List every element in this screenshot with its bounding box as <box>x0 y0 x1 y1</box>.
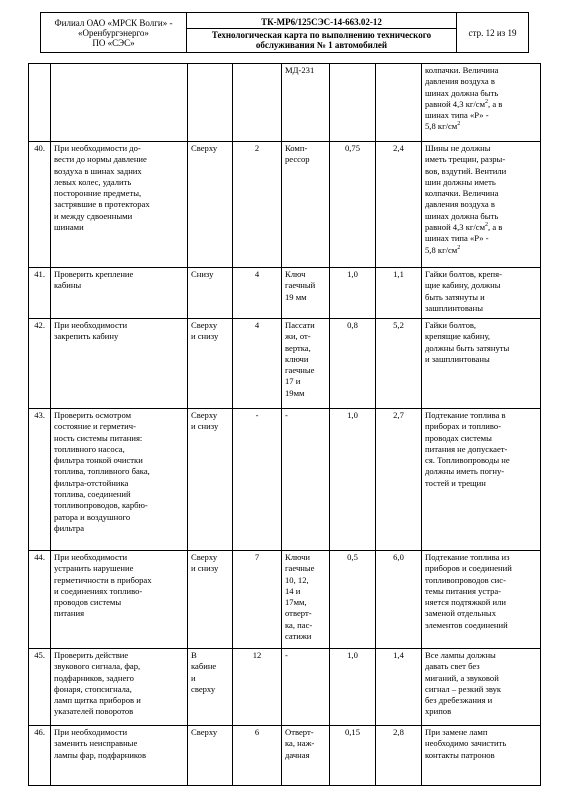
time-norm: 2,7 <box>376 409 422 551</box>
time-norm: 6,0 <box>376 551 422 649</box>
technical-requirements <box>422 726 541 786</box>
time-norm: 5,2 <box>376 319 422 409</box>
requirement-line: давления воздуха в <box>425 76 495 87</box>
tool-line: ка, наж- <box>285 738 315 749</box>
tool-line: гаечный <box>285 280 316 291</box>
tool-line: 19мм <box>285 387 305 398</box>
technical-requirements <box>422 268 541 319</box>
operation-number: 45. <box>29 649 51 726</box>
work-location-line: сверху <box>191 683 216 694</box>
requirement-line: Все лампы должны <box>425 650 496 660</box>
technical-requirements <box>422 319 541 409</box>
requirement-line: шинах должна быть <box>425 87 499 98</box>
operation-line: и между сдвоенными <box>54 210 133 221</box>
technical-requirements <box>422 409 541 551</box>
work-location-line: и снизу <box>191 331 219 342</box>
work-location <box>188 64 233 142</box>
document-title-line: обслуживания № 1 автомобилей <box>255 39 388 50</box>
requirement-line: ся. Топливопроводы не <box>425 455 510 466</box>
table-row <box>29 409 541 551</box>
organization-line: ПО «СЭС» <box>92 37 135 48</box>
operation-number: 46. <box>29 726 51 786</box>
requirement-line: темы питания устра- <box>425 585 502 596</box>
operation-description <box>51 319 188 409</box>
requirement-line: 5,8 $кг/см^2$ <box>425 244 461 255</box>
operation-line: фильтра <box>54 522 85 533</box>
table-row <box>29 319 541 409</box>
operation-line: и соединениях топливо- <box>54 585 143 596</box>
tool-line: Комп- <box>285 143 308 153</box>
requirement-line: равной 4,3 $кг/см^2$, а в <box>425 98 503 109</box>
requirement-line: шинах типа «Р» - <box>425 233 489 244</box>
operation-line: проводов системы <box>54 597 122 608</box>
time-norm: 1,4 <box>376 649 422 726</box>
table-row <box>29 268 541 319</box>
labor-norm: 1,0 <box>330 268 376 319</box>
tool-line: Отверт- <box>285 727 314 737</box>
tool-line: дачная <box>285 749 310 760</box>
requirement-line: контакты патронов <box>425 749 495 760</box>
tool-line: МД-231 <box>285 65 315 75</box>
requirement-line: няется подтяжкой или <box>425 597 506 608</box>
work-location-line: Сверху <box>191 143 218 153</box>
requirement-line: топливопроводов сис- <box>425 574 506 585</box>
requirement-line: должны иметь погну- <box>425 466 505 477</box>
requirement-line: питания не допускает- <box>425 443 508 454</box>
requirement-line: шинах типа «Р» - <box>425 110 489 121</box>
tool-line: гаечные <box>285 365 315 376</box>
operation-line: шинами <box>54 222 84 233</box>
requirement-line: без дребезжания и <box>425 695 493 706</box>
operation-description <box>51 726 188 786</box>
requirement-line: колпачки. Величина <box>425 65 499 75</box>
work-location <box>188 142 233 268</box>
requirement-line: приборах и топливо- <box>425 421 502 432</box>
work-location-line: В <box>191 650 197 660</box>
operation-line: Проверить действие <box>54 650 129 660</box>
operation-number: 44. <box>29 551 51 649</box>
time-norm <box>376 64 422 142</box>
operation-description <box>51 551 188 649</box>
requirement-line: сигнал – резкий звук <box>425 683 502 694</box>
tool-line: сатижи <box>285 631 312 642</box>
document-code: ТК-МР6/125СЭС-14-663.02-12 <box>187 15 456 29</box>
operation-description <box>51 649 188 726</box>
operation-line: герметичности в приборах <box>54 574 152 585</box>
operation-description <box>51 268 188 319</box>
work-location <box>188 649 233 726</box>
tool-line: отверт- <box>285 608 312 619</box>
requirement-line: Подтекание топлива в <box>425 410 506 420</box>
work-location <box>188 409 233 551</box>
operation-line: Проверить осмотром <box>54 410 132 420</box>
work-location-line: и снизу <box>191 421 219 432</box>
worker-count: 4 <box>233 319 282 409</box>
tool-line: ключи <box>285 353 309 364</box>
worker-count: 6 <box>233 726 282 786</box>
tool-line: 14 и <box>285 585 301 596</box>
worker-count: 12 <box>233 649 282 726</box>
operation-line: топлива, соединений <box>54 489 131 500</box>
requirement-line: вов, вздутий. Вентили <box>425 165 507 176</box>
tool-line: 17 и <box>285 376 301 387</box>
operation-description <box>51 142 188 268</box>
table-row <box>29 551 541 649</box>
time-norm: 2,8 <box>376 726 422 786</box>
time-norm: 1,1 <box>376 268 422 319</box>
document-title-line: Технологическая карта по выполнению технического <box>211 29 432 40</box>
requirement-line: необходимо зачистить <box>425 738 507 749</box>
requirement-line: Гайки болтов, <box>425 320 477 330</box>
document-info <box>187 13 457 53</box>
tool-line: Ключи <box>285 552 311 562</box>
tool-line: Пассати <box>285 320 315 330</box>
organization-line: Филиал ОАО «МРСК Волги» - <box>54 17 173 28</box>
requirement-line: быть затянуты и <box>425 291 485 302</box>
requirement-line: шин должны иметь <box>425 176 496 187</box>
requirement-line: тостей и трещин <box>425 477 486 488</box>
operations-table-body <box>29 64 541 786</box>
technical-requirements <box>422 551 541 649</box>
tool-line: 10, 12, <box>285 574 309 585</box>
requirement-line: Подтекание топлива из <box>425 552 510 562</box>
worker-count: 7 <box>233 551 282 649</box>
operation-line: питания <box>54 608 85 619</box>
tools-list <box>282 319 330 409</box>
work-location <box>188 319 233 409</box>
tool-line: 19 мм <box>285 291 307 302</box>
work-location-line: Сверху <box>191 410 218 420</box>
page-number: стр. 12 из 19 <box>457 13 529 53</box>
operation-line: вести до нормы давление <box>54 154 147 165</box>
operation-line: При необходимости до- <box>54 143 141 153</box>
operation-line: фильтра-отстойника <box>54 477 129 488</box>
operation-line: При необходимости <box>54 552 128 562</box>
work-location <box>188 268 233 319</box>
labor-norm: 0,8 <box>330 319 376 409</box>
operation-number: 41. <box>29 268 51 319</box>
tools-list <box>282 268 330 319</box>
operation-line: топливопроводов, карбю- <box>54 500 148 511</box>
requirement-line: При замене ламп <box>425 727 488 737</box>
labor-norm: 0,75 <box>330 142 376 268</box>
operation-line: Проверить крепление <box>54 269 134 279</box>
tool-line: - <box>285 410 288 420</box>
technical-requirements <box>422 142 541 268</box>
operation-line: подфарников, заднего <box>54 672 134 683</box>
operations-table <box>28 63 541 786</box>
operation-line: фильтра тонкой очистки <box>54 455 143 466</box>
operation-line: левых колес, удалить <box>54 176 132 187</box>
worker-count: 2 <box>233 142 282 268</box>
operation-number <box>29 64 51 142</box>
requirement-line: заменой отдельных <box>425 608 496 619</box>
work-location-line: и <box>191 672 196 683</box>
requirement-line: 5,8 $кг/см^2$ <box>425 121 461 132</box>
technical-requirements <box>422 64 541 142</box>
requirement-line: элементов соединений <box>425 619 508 630</box>
requirement-line: Шины не должны <box>425 143 491 153</box>
table-row <box>29 726 541 786</box>
requirement-line: шинах должна быть <box>425 210 499 221</box>
operation-number: 43. <box>29 409 51 551</box>
requirement-line: миганий, а звуковой <box>425 672 499 683</box>
tool-line: - <box>285 650 288 660</box>
requirement-line: крепящие кабину, <box>425 331 491 342</box>
operation-line: топливного насоса, <box>54 443 125 454</box>
work-location-line: Сверху <box>191 552 218 562</box>
labor-norm: 1,0 <box>330 649 376 726</box>
requirement-line: зашплинтованы <box>425 302 483 313</box>
operation-line: кабины <box>54 280 82 291</box>
table-row <box>29 142 541 268</box>
document-title <box>187 29 456 51</box>
operation-line: состояние и герметич- <box>54 421 136 432</box>
requirement-line: иметь трещин, разры- <box>425 154 506 165</box>
operation-number: 40. <box>29 142 51 268</box>
requirement-line: приборов и соединений <box>425 563 512 574</box>
tool-line: ка, пас- <box>285 619 313 630</box>
work-location-line: Снизу <box>191 269 214 279</box>
table-row <box>29 64 541 142</box>
requirement-line: и зашплинтованы <box>425 353 490 364</box>
operation-line: ность системы питания: <box>54 432 143 443</box>
tools-list <box>282 726 330 786</box>
requirement-line: колпачки. Величина <box>425 188 499 199</box>
tool-line: гаечные <box>285 563 315 574</box>
worker-count: 4 <box>233 268 282 319</box>
operation-number: 42. <box>29 319 51 409</box>
work-location-line: Сверху <box>191 727 218 737</box>
organization-line: «Оренбургэнерго» <box>78 27 149 38</box>
operation-line: При необходимости <box>54 320 128 330</box>
labor-norm: 1,0 <box>330 409 376 551</box>
operation-description <box>51 409 188 551</box>
requirement-line: должны быть затянуты <box>425 342 510 353</box>
tools-list <box>282 64 330 142</box>
operation-line: звукового сигнала, фар, <box>54 661 141 672</box>
tool-line: Ключ <box>285 269 306 279</box>
work-location <box>188 726 233 786</box>
worker-count: - <box>233 409 282 551</box>
operation-line: воздуха в шинах задних <box>54 165 142 176</box>
operation-line: указателей поворотов <box>54 706 134 717</box>
operation-line: фонаря, стопсигнала, <box>54 683 132 694</box>
operation-line: ратора и воздушного <box>54 511 131 522</box>
operation-description <box>51 64 188 142</box>
work-location-line: Сверху <box>191 320 218 330</box>
page-header <box>40 12 529 53</box>
requirement-line: давления воздуха в <box>425 199 495 210</box>
operation-line: топлива, топливного бака, <box>54 466 150 477</box>
operation-line: закрепить кабину <box>54 331 119 342</box>
tools-list <box>282 551 330 649</box>
operation-line: посторонние предметы, <box>54 188 142 199</box>
requirement-line: хрипов <box>425 706 452 717</box>
operation-line: При необходимости <box>54 727 128 737</box>
requirement-line: щие кабину, должны <box>425 280 501 291</box>
operation-line: лампы фар, подфарников <box>54 749 147 760</box>
requirement-line: проводах системы <box>425 432 492 443</box>
operation-line: застрявшие в протекторах <box>54 199 150 210</box>
operation-line: устранить нарушение <box>54 563 134 574</box>
labor-norm: 0,5 <box>330 551 376 649</box>
operation-line: заменить неисправные <box>54 738 138 749</box>
requirement-line: Гайки болтов, крепя- <box>425 269 502 279</box>
requirement-line: давать свет без <box>425 661 480 672</box>
labor-norm: 0,15 <box>330 726 376 786</box>
requirement-line: равной 4,3 $кг/см^2$, а в <box>425 222 503 233</box>
tool-line: рессор <box>285 154 310 165</box>
tools-list <box>282 649 330 726</box>
worker-count <box>233 64 282 142</box>
labor-norm <box>330 64 376 142</box>
tool-line: 17мм, <box>285 597 307 608</box>
time-norm: 2,4 <box>376 142 422 268</box>
tool-line: вертка, <box>285 342 311 353</box>
tools-list <box>282 409 330 551</box>
tools-list <box>282 142 330 268</box>
work-location-line: и снизу <box>191 563 219 574</box>
tool-line: жи, от- <box>285 331 311 342</box>
work-location-line: кабине <box>191 661 217 672</box>
organization-name <box>41 13 187 53</box>
technical-requirements <box>422 649 541 726</box>
table-row <box>29 649 541 726</box>
work-location <box>188 551 233 649</box>
operation-line: ламп щитка приборов и <box>54 695 141 706</box>
